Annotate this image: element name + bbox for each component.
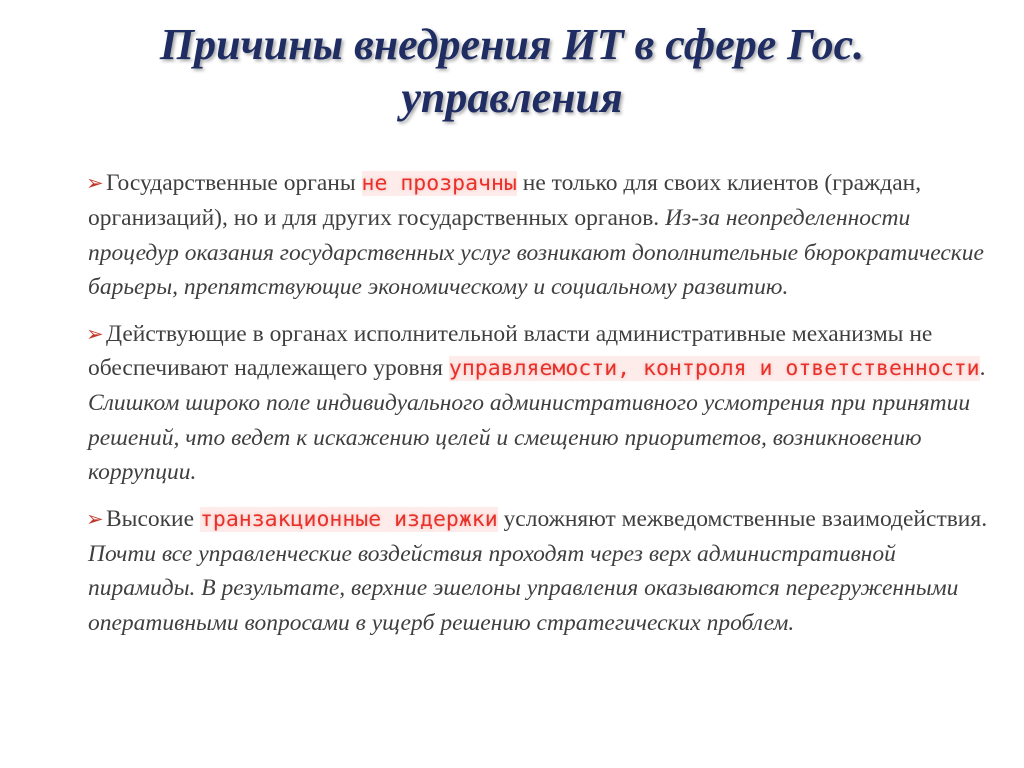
slide-title-line-1: Причины внедрения ИТ в сфере Гос. (159, 20, 865, 69)
arrow-bullet-icon: ➢ (86, 171, 104, 195)
bullet-item-1 (88, 166, 988, 305)
bullet-1-text-cont: не только для своих клиентов (граждан, организаций), но и для других государственных органов. (88, 170, 922, 232)
bullet-1-highlight: не прозрачны (361, 171, 517, 196)
slide-title (60, 18, 964, 124)
arrow-bullet-icon: ➢ (86, 321, 104, 346)
bullet-3-italic: Почти все управленческие воздействия проходят через верх административной пирамиды. В результате, верхние эшелоны управления оказываются перегруженными оперативными вопросами в ущерб решению стратегических проблем. (88, 541, 959, 636)
bullet-2-text-cont: . (979, 355, 986, 382)
bullet-item-3 (88, 502, 988, 641)
bullet-3-text-cont: усложняют межведомственные взаимодействия. (497, 505, 988, 532)
arrow-bullet-icon: ➢ (86, 506, 104, 531)
bullet-2-text: Действующие в органах исполнительной власти административные механизмы не обеспечивают надлежащего уровня (88, 320, 933, 382)
bullet-1-italic: Из-за неопределенности процедур оказания государственных услуг возникают дополнительные бюрократические барьеры, препятствующие экономическому и социальному развитию. (88, 205, 984, 301)
bullet-3-text: Высокие (106, 505, 200, 532)
slide-title-line-2: управления (401, 73, 623, 122)
bullet-1-text: Государственные органы (106, 170, 362, 196)
bullet-2-italic: Слишком широко поле индивидуального административного усмотрения при принятии решений, что ведет к искажению целей и смещению приоритетов, возникновению коррупции. (88, 390, 971, 486)
slide-body (88, 166, 988, 652)
bullet-item-2 (88, 317, 988, 490)
bullet-2-highlight: управляемости, контроля и ответственности (448, 356, 980, 382)
bullet-3-highlight: транзакционные издержки (199, 506, 498, 532)
